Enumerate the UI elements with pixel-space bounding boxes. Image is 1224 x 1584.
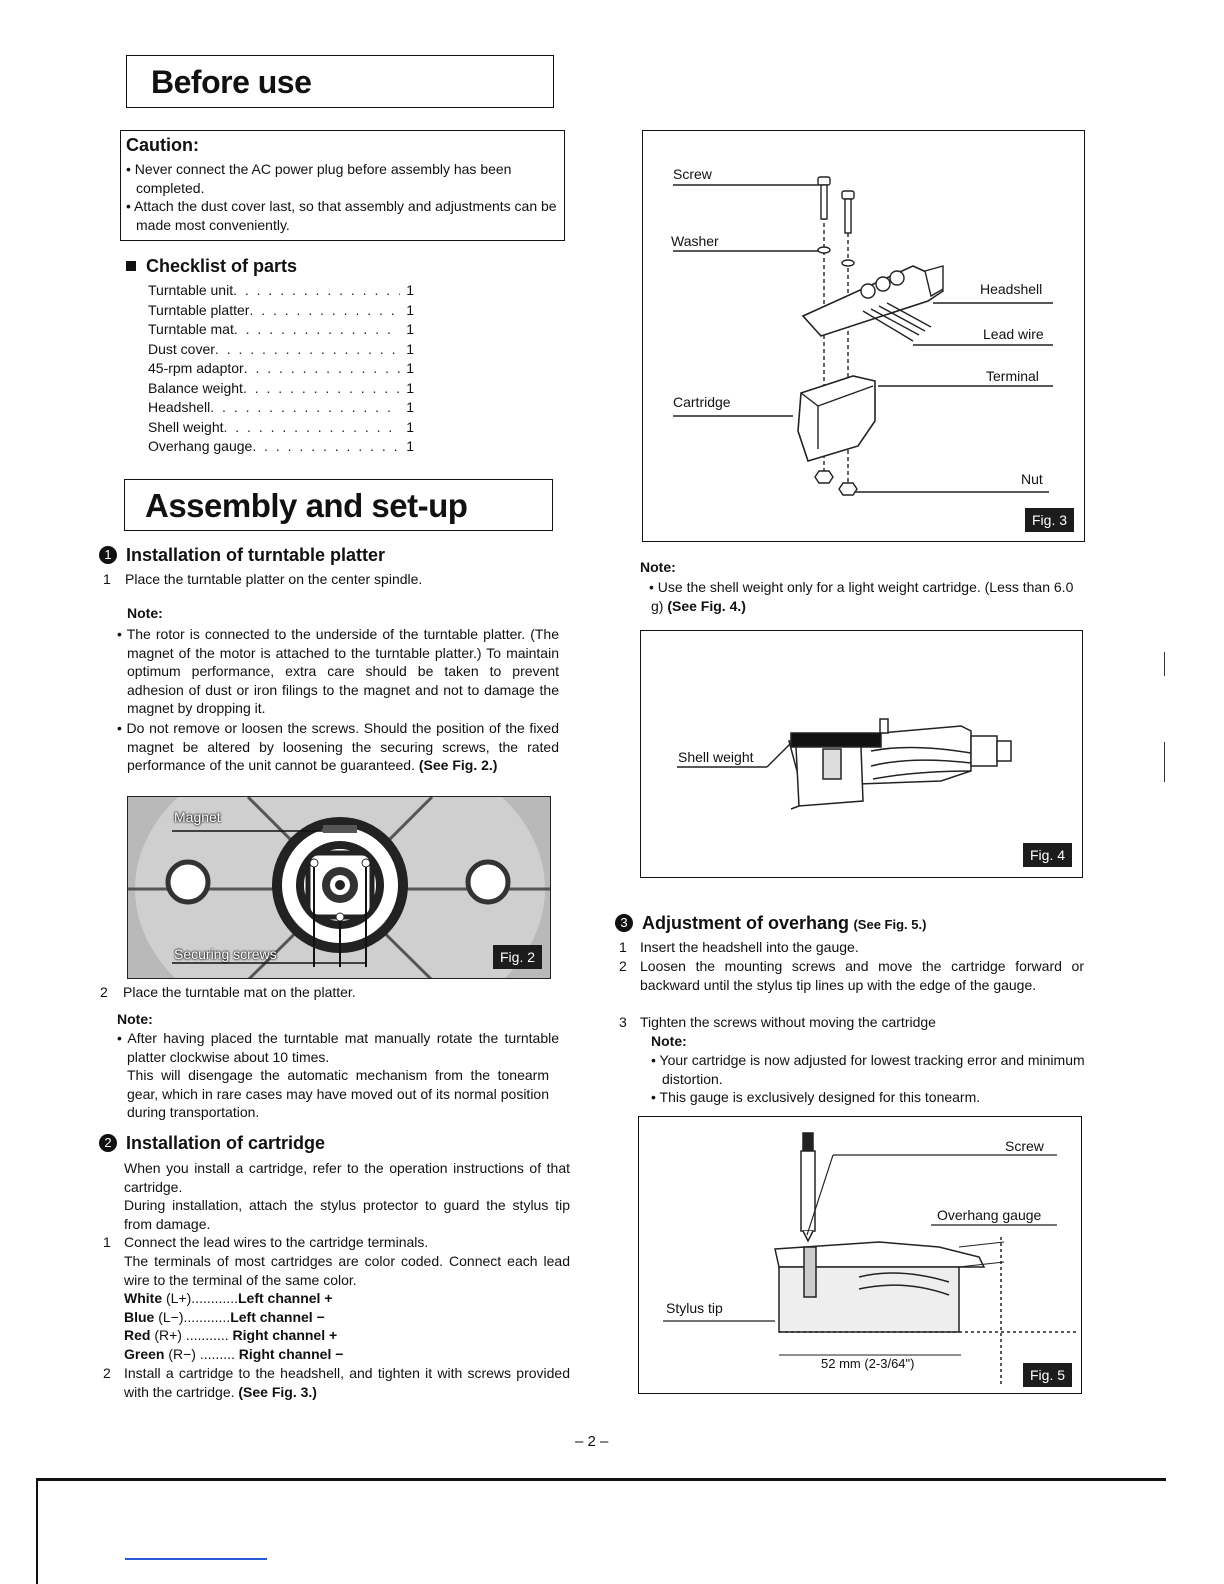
s1-note-label: Note:	[127, 605, 163, 621]
list-item: Turntable unit . . . 1	[148, 281, 414, 301]
checklist	[148, 281, 414, 457]
list-item: Headshell . . . 1	[148, 398, 414, 418]
fig3-nut-label: Nut	[1021, 471, 1043, 487]
list-item: Dust cover . . . 1	[148, 340, 414, 360]
fig3-lead-wire-label: Lead wire	[983, 326, 1044, 342]
fig3-note-text: • Use the shell weight only for a light weight cartridge. (Less than 6.0 g) (See Fig. 4.)	[649, 579, 1074, 614]
section-2-heading	[99, 1133, 325, 1154]
s1-note3b: This will disengage the automatic mechanism from the tonearm gear, which in rare cases may have moved out of its normal position during transportation.	[127, 1067, 549, 1121]
margin-mark	[1164, 742, 1165, 782]
fig4-tag: Fig. 4	[1023, 843, 1072, 867]
s1-step1: 1 Place the turntable platter on the center spindle.	[103, 571, 423, 587]
list-item: Turntable mat . . . 1	[148, 320, 414, 340]
fig5-box	[638, 1116, 1082, 1394]
fig4-box	[640, 630, 1083, 878]
s3-note-1: • Your cartridge is now adjusted for lowest tracking error and minimum distortion.	[651, 1052, 1085, 1087]
list-item: Green (R−) ......... Right channel −	[124, 1345, 344, 1362]
s1-note3a: • After having placed the turntable mat manually rotate the turntable platter clockwise about 10 times.	[117, 1030, 559, 1065]
fig5-stylus-tip-label: Stylus tip	[666, 1300, 723, 1316]
bottom-rule	[36, 1478, 1166, 1481]
fig3-headshell-label: Headshell	[980, 281, 1043, 297]
s1-note-label-2: Note:	[117, 1011, 153, 1027]
s3-step1: 1 Insert the headshell into the gauge.	[619, 939, 859, 955]
section-number-badge: 2	[99, 1134, 117, 1152]
caution-box	[120, 130, 565, 241]
fig5-overhang-gauge-label: Overhang gauge	[937, 1207, 1042, 1223]
section-3-title: Adjustment of overhang	[642, 913, 850, 933]
section-1-heading	[99, 545, 385, 566]
fig3-cartridge-label: Cartridge	[673, 394, 731, 410]
s3-note-2: • This gauge is exclusively designed for this tonearm.	[651, 1089, 981, 1105]
checklist-heading	[126, 256, 297, 277]
assembly-title-box	[124, 479, 553, 531]
list-item: Balance weight . . . 1	[148, 379, 414, 399]
assembly-title: Assembly and set-up	[145, 487, 468, 524]
s1-note2: • Do not remove or loosen the screws. Should the position of the fixed magnet be altered by loosening the securing screws, the rated performance of the unit cannot be guaranteed. (See Fig. 2.)	[117, 720, 559, 774]
fig5-screw-label: Screw	[1005, 1138, 1044, 1154]
s2-step2: 2 Install a cartridge to the headshell, and tighten it with screws provided with the cartridge. (See Fig. 3.)	[103, 1365, 570, 1400]
fig3-screw-label: Screw	[673, 166, 712, 182]
section-number-badge: 1	[99, 546, 117, 564]
fig2-tag: Fig. 2	[493, 945, 542, 969]
list-item: Turntable platter . . . 1	[148, 301, 414, 321]
section-1-title: Installation of turntable platter	[126, 545, 386, 565]
fig5-tag: Fig. 5	[1023, 1363, 1072, 1387]
list-item: Shell weight . . . 1	[148, 418, 414, 438]
list-item: Red (R+) ........... Right channel +	[124, 1327, 338, 1344]
section-2-title: Installation of cartridge	[126, 1133, 326, 1153]
section-3-heading	[615, 913, 926, 934]
fig4-shell-weight-label: Shell weight	[678, 749, 754, 765]
s2-intro2: During installation, attach the stylus protector to guard the stylus tip from damage.	[124, 1197, 570, 1232]
list-item: Overhang gauge . . . 1	[148, 437, 414, 457]
s3-step2: 2 Loosen the mounting screws and move the cartridge forward or backward until the stylus tip lines up with the edge of the gauge.	[619, 958, 1084, 993]
checklist-title: Checklist of parts	[146, 256, 298, 276]
before-use-title: Before use	[151, 64, 312, 100]
fig3-washer-label: Washer	[671, 233, 719, 249]
fig5-dimension-label: 52 mm (2-3/64")	[821, 1356, 915, 1371]
fig3-tag: Fig. 3	[1025, 508, 1074, 532]
overhang-gauge-illustration	[639, 1117, 1083, 1395]
s1-step2: 2 Place the turntable mat on the platter.	[100, 984, 356, 1000]
page-number: – 2 –	[575, 1433, 609, 1450]
before-use-title-box	[126, 55, 554, 108]
caution-title: Caution:	[126, 135, 199, 155]
s3-step3: 3 Tighten the screws without moving the cartridge	[619, 1014, 936, 1030]
fig2-photo	[127, 796, 551, 979]
s2-intro1: When you install a cartridge, refer to the operation instructions of that cartridge.	[124, 1160, 570, 1195]
fig3-terminal-label: Terminal	[986, 368, 1039, 384]
caution-item-1: • Never connect the AC power plug before assembly has been completed.	[126, 161, 512, 196]
list-item: White (L+) ............ Left channel +	[124, 1290, 333, 1306]
fig2-screws-label: Securing screws	[174, 946, 277, 962]
square-bullet-icon	[126, 261, 136, 271]
bottom-frame-left	[36, 1478, 38, 1584]
fig2-magnet-label: Magnet	[174, 809, 221, 825]
list-item: Blue (L−) ............ Left channel −	[124, 1308, 325, 1325]
margin-mark	[1164, 652, 1165, 676]
bottom-blue-line	[125, 1558, 267, 1560]
wire-color-table	[124, 1289, 343, 1363]
s3-note-label: Note:	[651, 1033, 687, 1049]
list-item: 45-rpm adaptor . . . 1	[148, 359, 414, 379]
s2-step1b: The terminals of most cartridges are color coded. Connect each lead wire to the terminal of the same color.	[124, 1253, 570, 1288]
fig3-note-label: Note:	[640, 559, 676, 575]
s1-note1: • The rotor is connected to the underside of the turntable platter. (The magnet of the motor is attached to the turntable platter.) To maintain optimum performance, extra care should be taken to prevent adhesion of dust or iron filings to the magnet and not to damage the magnet by dropping it.	[117, 626, 559, 717]
fig3-box	[642, 130, 1085, 542]
s2-step1: 1 Connect the lead wires to the cartridge terminals.	[103, 1234, 429, 1250]
section-3-ref: (See Fig. 5.)	[853, 917, 927, 932]
caution-item-2: • Attach the dust cover last, so that assembly and adjustments can be made most conveniently.	[126, 198, 557, 233]
section-number-badge: 3	[615, 914, 633, 932]
